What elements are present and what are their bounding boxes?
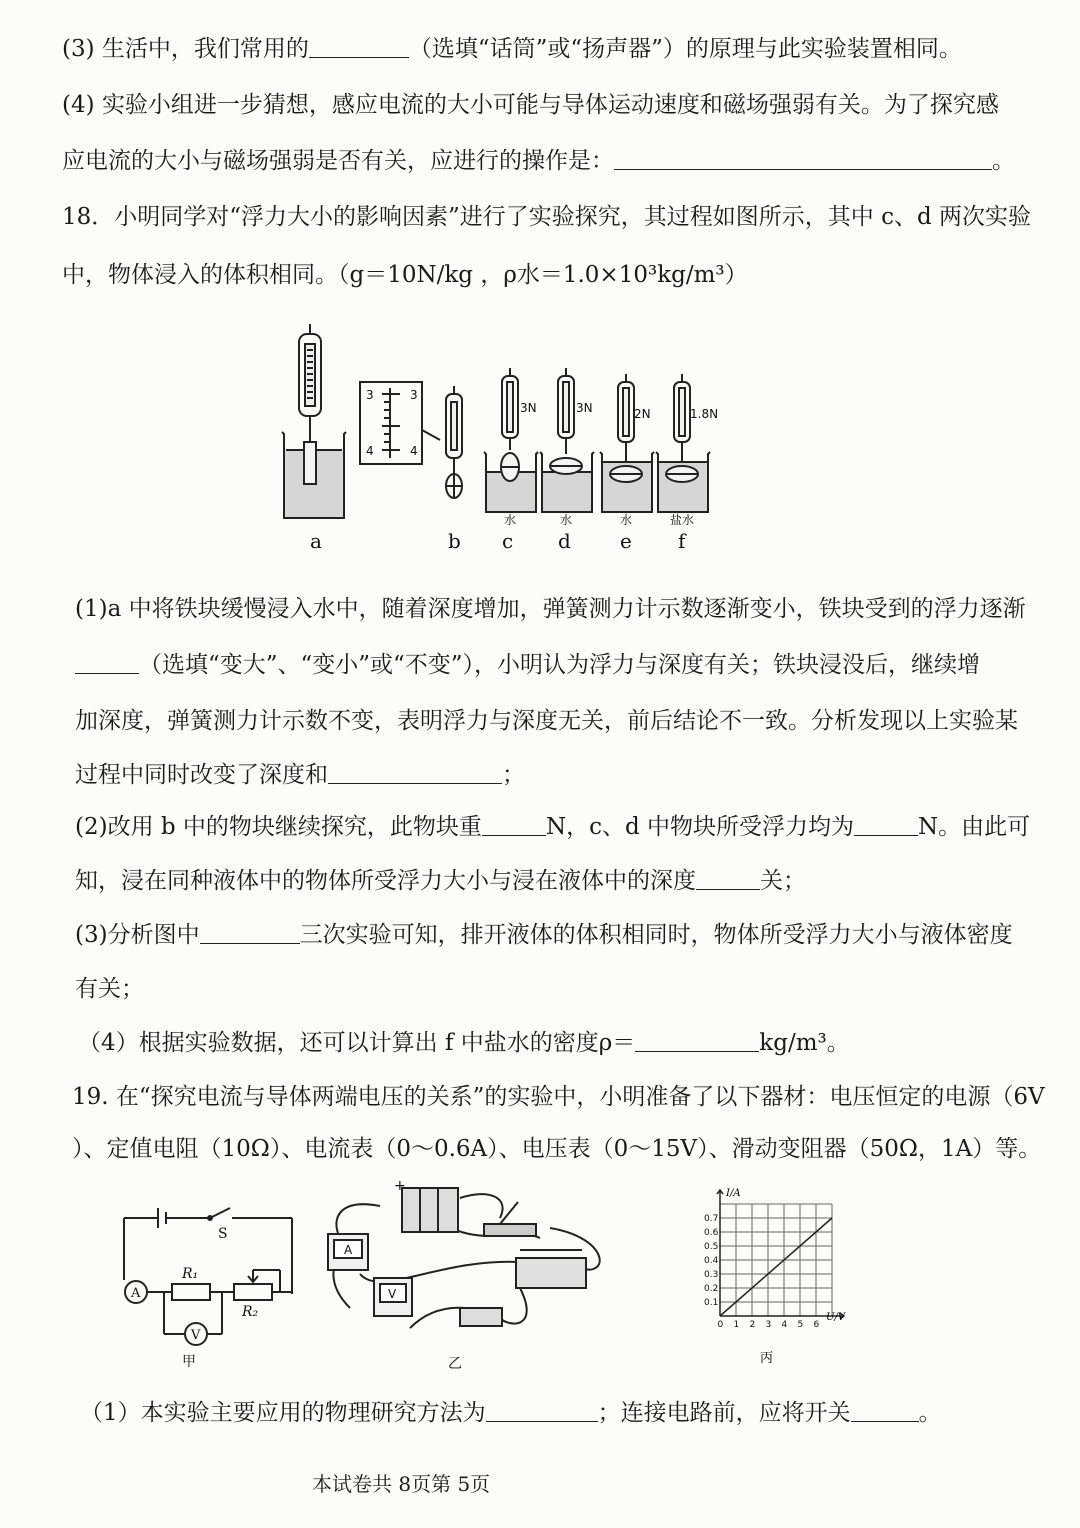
liquid-label-d: 水 [560, 513, 573, 527]
answer-blank[interactable] [851, 1420, 919, 1422]
x-tick-label: 2 [749, 1320, 756, 1330]
answer-blank[interactable] [75, 672, 139, 674]
photo-ammeter-label: A [344, 1243, 353, 1257]
y-tick-label: 0.7 [704, 1214, 719, 1224]
scale-mark: 3 [410, 388, 418, 402]
q17-part3: (3) 生活中，我们常用的 （选填“话筒”或“扬声器”）的原理与此实验装置相同。 [62, 36, 962, 62]
q17-part4-line1: (4) 实验小组进一步猜想，感应电流的大小可能与导体运动速度和磁场强弱有关。为了探究感 [62, 92, 999, 118]
photo-voltmeter-label: V [388, 1287, 397, 1301]
scale-mark: 3 [366, 388, 374, 402]
y-tick-label: 0.5 [704, 1242, 719, 1252]
answer-blank[interactable] [696, 888, 760, 890]
r1-label: R₁ [182, 1266, 199, 1282]
x-tick-label: 0 [717, 1320, 724, 1330]
y-tick-label: 0.1 [704, 1298, 719, 1308]
panel-label-a: a [310, 529, 322, 553]
current-voltage-graph [680, 1180, 860, 1376]
panel-label-b: b [448, 529, 461, 553]
physical-circuit-illustration [320, 1178, 620, 1374]
q17-part4-line2: 应电流的大小与磁场强弱是否有关，应进行的操作是： 。 [62, 148, 1015, 174]
answer-blank[interactable] [614, 168, 992, 170]
reading-d: 3N [576, 401, 593, 415]
circuit-diagram [110, 1198, 310, 1370]
answer-blank[interactable] [328, 782, 502, 784]
liquid-label-c: 水 [504, 513, 517, 527]
x-axis-label: U/V [826, 1312, 846, 1323]
graph-caption: 丙 [760, 1351, 774, 1366]
y-axis-label: I/A [726, 1188, 741, 1199]
voltmeter-label: V [191, 1328, 201, 1343]
answer-blank[interactable] [200, 942, 300, 944]
photo-caption: 乙 [448, 1356, 462, 1372]
q18-part1-line3: 加深度，弹簧测力计示数不变，表明浮力与深度无关，前后结论不一致。分析发现以上实验某 [75, 708, 1018, 734]
q18-part3-line2: 有关； [75, 976, 144, 1002]
buoyancy-experiment-figure [270, 322, 740, 562]
q18-part2-line2: 知，浸在同种液体中的物体所受浮力大小与浸在液体中的深度 关； [75, 868, 806, 894]
battery-plus-label: + [394, 1178, 406, 1194]
answer-blank[interactable] [635, 1050, 759, 1052]
circuit-caption: 甲 [182, 1354, 196, 1370]
panel-label-c: c [502, 529, 514, 553]
q18-part1-line1: (1)a 中将铁块缓慢浸入水中，随着深度增加，弹簧测力计示数逐渐变小，铁块受到的浮力逐渐 [75, 596, 1026, 622]
ammeter-label: A [131, 1286, 141, 1301]
panel-label-e: e [620, 529, 632, 553]
reading-c: 3N [520, 401, 537, 415]
liquid-label-f: 盐水 [670, 513, 695, 527]
scale-mark: 4 [410, 444, 418, 458]
q18-part4: （4）根据实验数据，还可以计算出 f 中盐水的密度ρ＝ kg/m³。 [78, 1030, 850, 1056]
reading-f: 1.8N [690, 407, 719, 421]
x-tick-label: 1 [733, 1320, 740, 1330]
x-tick-label: 5 [797, 1320, 804, 1330]
beaker-a [282, 432, 346, 518]
q18-part2-line1: (2)改用 b 中的物块继续探究，此物块重 N，c、d 中物块所受浮力均为 N。由此可 [75, 814, 1031, 840]
q18-part1-line2: （选填“变大”、“变小”或“不变”），小明认为浮力与深度有关；铁块浸没后，继续增 [75, 646, 980, 679]
answer-blank[interactable] [854, 834, 918, 836]
panel-label-f: f [678, 529, 686, 553]
spring-scale-c [484, 368, 538, 512]
panel-label-d: d [558, 529, 571, 553]
scale-mark: 4 [366, 444, 374, 458]
reading-e: 2N [634, 407, 651, 421]
y-tick-label: 0.2 [704, 1284, 719, 1294]
spring-scale-f [656, 374, 710, 512]
y-tick-label: 0.3 [704, 1270, 719, 1280]
page-footer: 本试卷共 8页第 5页 [312, 1472, 491, 1496]
q18-part1-line4: 过程中同时改变了深度和 ； [75, 762, 525, 788]
q19-part1: （1）本实验主要应用的物理研究方法为 ；连接电路前，应将开关 。 [80, 1400, 942, 1426]
q18-stem-line1: 18．小明同学对“浮力大小的影响因素”进行了实验探究，其过程如图所示，其中 c、d 两次实验 [62, 204, 1032, 230]
liquid-label-e: 水 [620, 513, 633, 527]
r2-label: R₂ [242, 1304, 259, 1320]
x-tick-label: 3 [765, 1320, 772, 1330]
series-line [720, 1218, 832, 1316]
spring-scale-b [446, 386, 462, 498]
x-tick-label: 4 [781, 1320, 788, 1330]
answer-blank[interactable] [486, 1420, 598, 1422]
spring-scale-e [600, 374, 654, 512]
q19-stem-line1: 19. 在“探究电流与导体两端电压的关系”的实验中，小明准备了以下器材：电压恒定的电源（6V [72, 1084, 1045, 1110]
y-tick-label: 0.4 [704, 1256, 719, 1266]
q19-stem-line2: ）、定值电阻（10Ω）、电流表（0～0.6A）、电压表（0～15V）、滑动变阻器（50Ω，1A）等。 [72, 1136, 1042, 1162]
answer-blank[interactable] [309, 56, 409, 58]
y-tick-label: 0.6 [704, 1228, 719, 1238]
q18-stem-line2: 中，物体浸入的体积相同。（g＝10N/kg ，ρ水＝1.0×10³kg/m³） [62, 262, 748, 288]
spring-scale-d [540, 368, 594, 512]
x-tick-label: 6 [813, 1320, 820, 1330]
switch-label: S [218, 1226, 228, 1242]
answer-blank[interactable] [482, 834, 546, 836]
q18-part3-line1: (3)分析图中 三次实验可知，排开液体的体积相同时，物体所受浮力大小与液体密度 [75, 922, 1013, 948]
